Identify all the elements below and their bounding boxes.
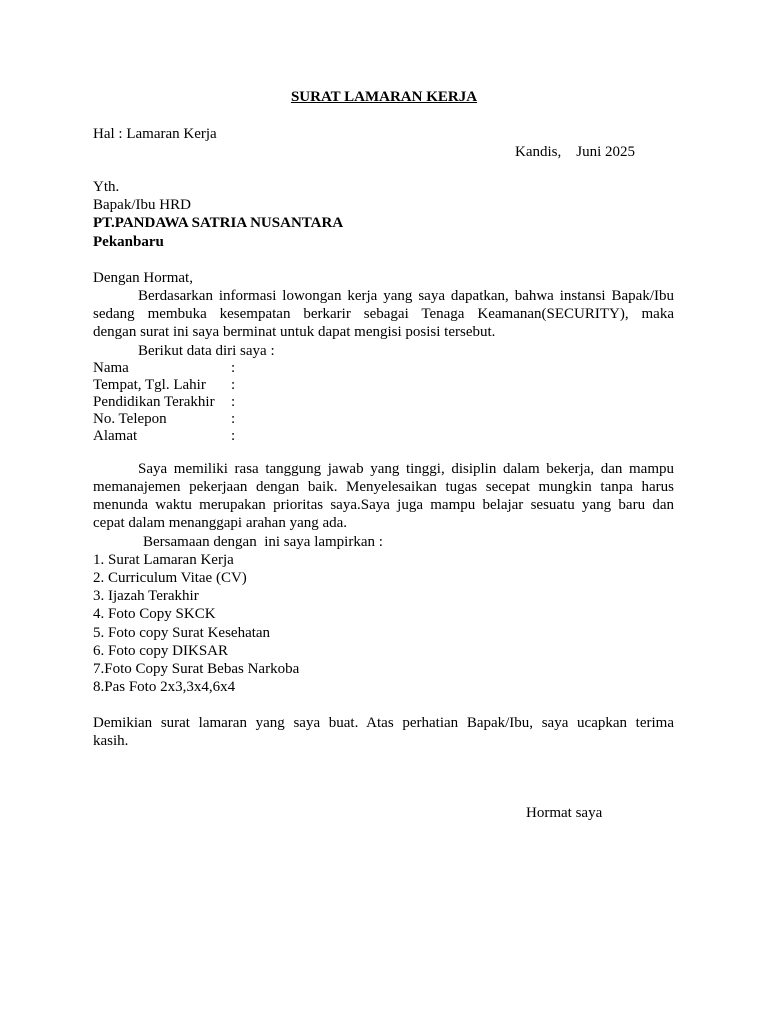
data-intro: Berikut data diri saya : <box>138 343 275 359</box>
list-item: 4. Foto Copy SKCK <box>93 606 216 622</box>
body-line-3: menunda waktu merupakan prioritas saya.Saya juga mampu belajar sesuatu yang baru dan <box>93 497 674 513</box>
list-item: 6. Foto copy DIKSAR <box>93 643 229 659</box>
list-item: 2. Curriculum Vitae (CV) <box>93 570 247 586</box>
recipient-company: PT.PANDAWA SATRIA NUSANTARA <box>93 215 344 231</box>
closing-line-1: Demikian surat lamaran yang saya buat. Atas perhatian Bapak/Ibu, saya ucapkan terima <box>93 715 674 731</box>
field-colon: : <box>231 377 236 393</box>
recipient-city: Pekanbaru <box>93 234 164 250</box>
recipient-to: Bapak/Ibu HRD <box>93 197 191 213</box>
field-label-nama: Nama <box>93 360 129 376</box>
field-label-no-telepon: No. Telepon <box>93 411 167 427</box>
body-line-1: Saya memiliki rasa tanggung jawab yang tinggi, disiplin dalam bekerja, dan mampu <box>138 461 674 477</box>
field-colon: : <box>231 360 236 376</box>
closing-paragraph <box>93 714 674 750</box>
field-colon: : <box>231 411 236 427</box>
attachments-intro: Bersamaan dengan ini saya lampirkan : <box>143 534 383 550</box>
intro-paragraph <box>93 287 674 341</box>
list-item: 1. Surat Lamaran Kerja <box>93 552 234 568</box>
list-item: 8.Pas Foto 2x3,3x4,6x4 <box>93 679 236 695</box>
field-colon: : <box>231 394 236 410</box>
list-item: 5. Foto copy Surat Kesehatan <box>93 625 271 641</box>
place-date: Kandis, Juni 2025 <box>515 144 635 160</box>
field-label-pendidikan-terakhir: Pendidikan Terakhir <box>93 394 215 410</box>
field-label-tempat-tgl-lahir: Tempat, Tgl. Lahir <box>93 377 206 393</box>
list-item: 3. Ijazah Terakhir <box>93 588 199 604</box>
intro-line-3: dengan surat ini saya berminat untuk dapat mengisi posisi tersebut. <box>93 324 496 340</box>
recipient-yth: Yth. <box>93 179 120 195</box>
letter-title: SURAT LAMARAN KERJA <box>290 89 478 105</box>
closing-line-2: kasih. <box>93 733 129 749</box>
field-colon: : <box>231 428 236 444</box>
body-line-4: cepat dalam menanggapi arahan yang ada. <box>93 515 348 531</box>
body-paragraph <box>93 460 674 532</box>
body-line-2: memanajemen pekerjaan dengan baik. Menyelesaikan tugas secepat mungkin tanpa harus <box>93 479 674 495</box>
list-item: 7.Foto Copy Surat Bebas Narkoba <box>93 661 300 677</box>
greeting: Dengan Hormat, <box>93 270 193 286</box>
intro-line-2: sedang membuka kesempatan berkarir sebagai Tenaga Keamanan(SECURITY), maka <box>93 306 674 322</box>
signoff: Hormat saya <box>526 805 603 821</box>
intro-line-1: Berdasarkan informasi lowongan kerja yang saya dapatkan, bahwa instansi Bapak/Ibu <box>138 288 674 304</box>
field-label-alamat: Alamat <box>93 428 138 444</box>
subject-line: Hal : Lamaran Kerja <box>93 126 217 142</box>
